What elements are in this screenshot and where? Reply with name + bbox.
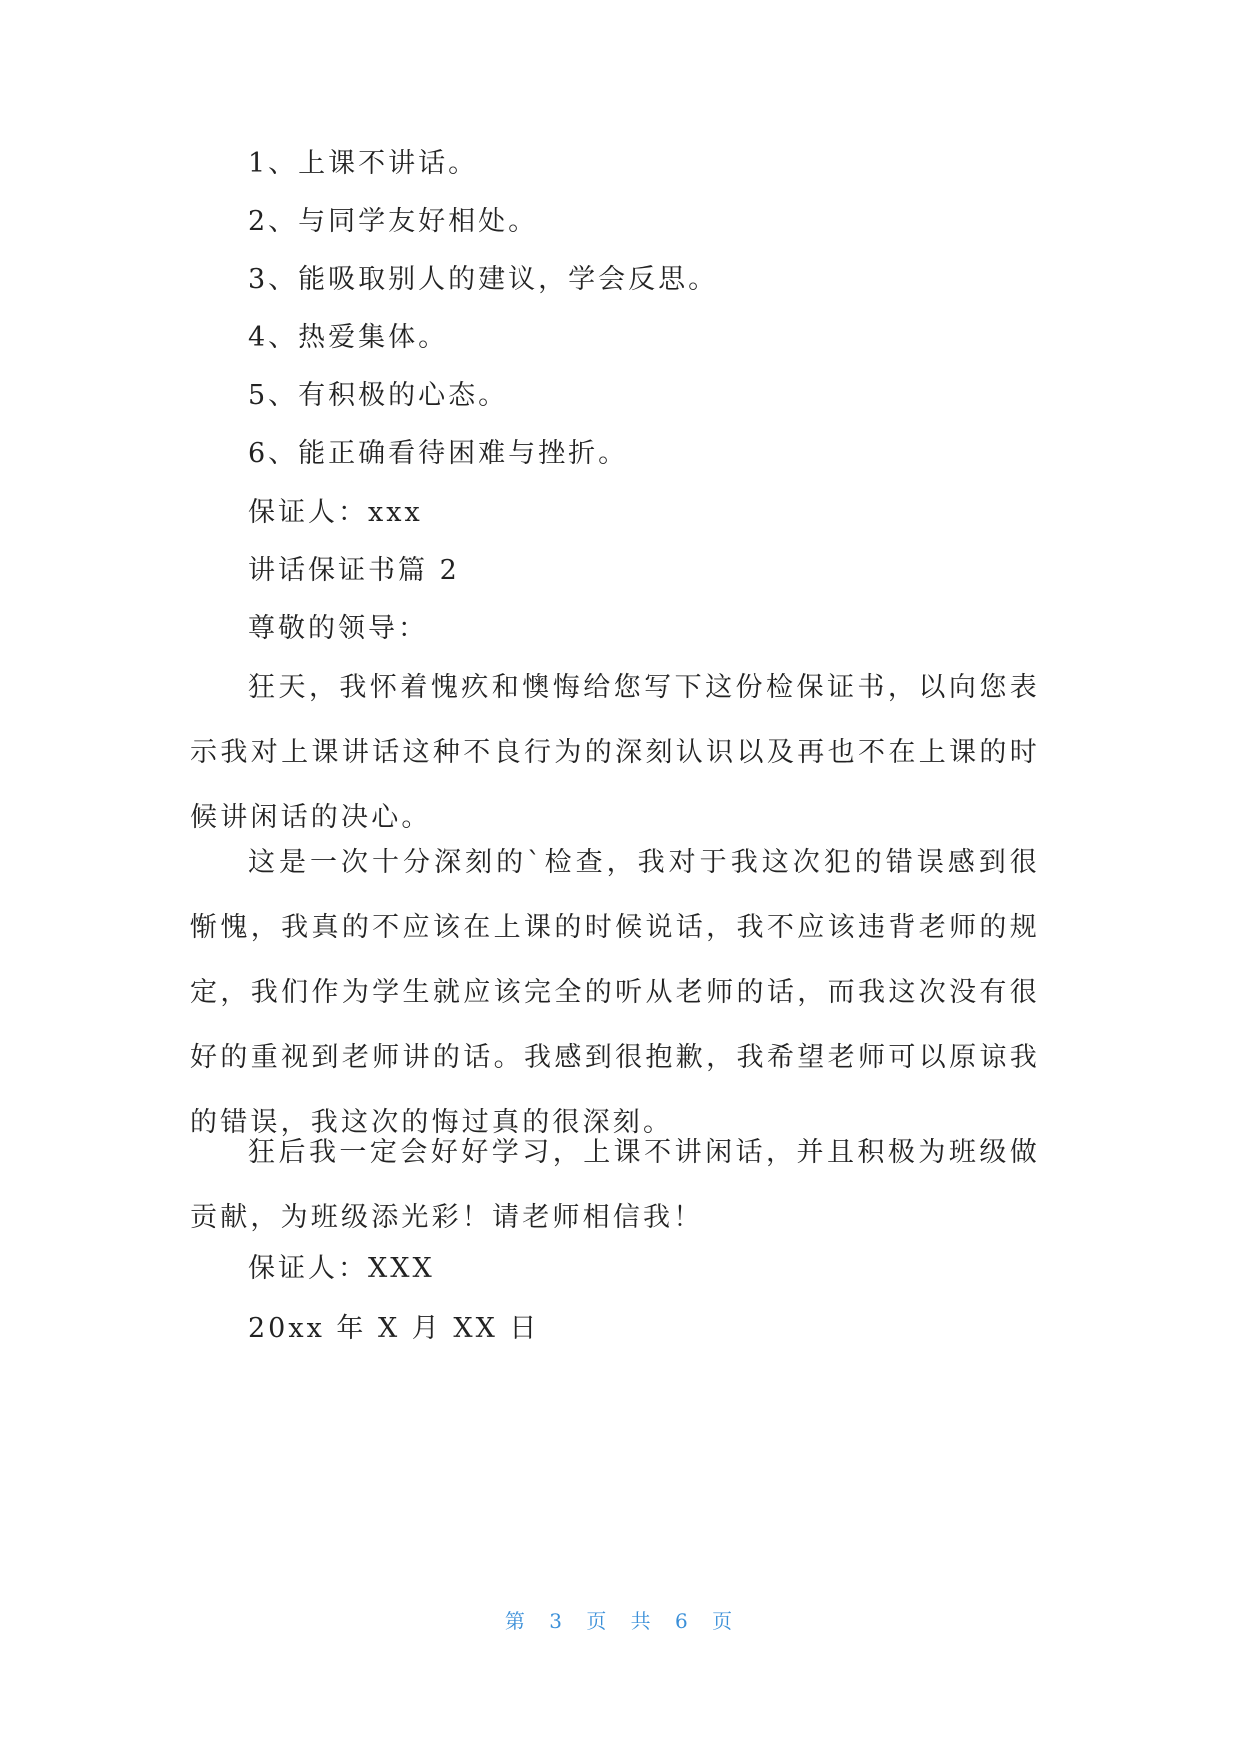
salutation: 尊敬的领导：	[248, 613, 428, 644]
body-paragraph: 狂后我一定会好好学习，上课不讲闲话，并且积极为班级做贡献，为班级添光彩！请老师相信我！	[190, 1137, 1040, 1233]
signature-line: 保证人：xxx	[248, 497, 423, 528]
section-title: 讲话保证书篇 2	[248, 555, 460, 586]
list-item: 1、上课不讲话。	[248, 148, 479, 179]
date-line: 20xx 年 X 月 XX 日	[248, 1313, 540, 1344]
list-item: 4、热爱集体。	[248, 322, 449, 353]
list-item: 6、能正确看待困难与挫折。	[248, 438, 629, 469]
list-item: 2、与同学友好相处。	[248, 206, 539, 237]
body-paragraph: 这是一次十分深刻的`检查，我对于我这次犯的错误感到很惭愧，我真的不应该在上课的时候说话，我不应该违背老师的规定，我们作为学生就应该完全的听从老师的话，而我这次没有很好的重视到老师讲的话。我感到很抱歉，我希望老师可以原谅我的错误，我这次的悔过真的很深刻。	[190, 847, 1040, 1138]
page-number-footer: 第 3 页 共 6 页	[504, 1609, 737, 1633]
signature-line: 保证人：XXX	[248, 1253, 435, 1284]
list-item: 3、能吸取别人的建议，学会反思。	[248, 264, 719, 295]
list-item: 5、有积极的心态。	[248, 380, 509, 411]
body-paragraph: 狂天，我怀着愧疚和懊悔给您写下这份检保证书，以向您表示我对上课讲话这种不良行为的深刻认识以及再也不在上课的时候讲闲话的决心。	[190, 672, 1040, 833]
